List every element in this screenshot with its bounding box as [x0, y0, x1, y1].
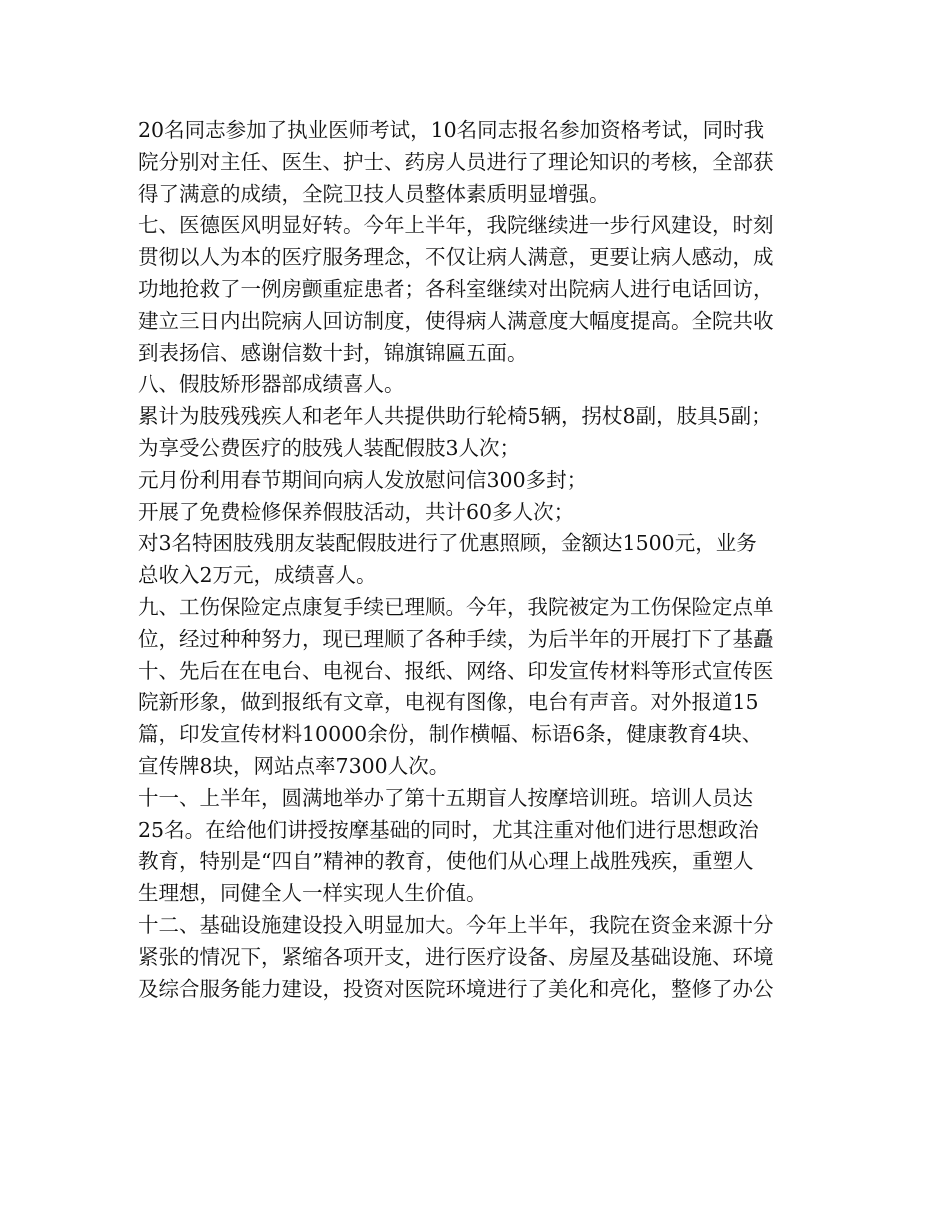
- text-line: 位，经过种种努力，现已理顺了各种手续，为后半年的开展打下了基矗: [138, 626, 774, 651]
- text-line: 20名同志参加了执业医师考试，10名同志报名参加资格考试，同时我: [138, 118, 765, 142]
- section-11-heading-line: 十一、上半年，圆满地举办了第十五期盲人按摩培训班。培训人员达: [138, 785, 753, 810]
- text-line: 元月份利用春节期间向病人发放慰问信300多封；: [138, 467, 588, 492]
- text-line: 功地抢救了一例房颤重症患者；各科室继续对出院病人进行电话回访，: [138, 276, 774, 301]
- text-line: 教育，特别是“四自”精神的教育，使他们从心理上战胜残疾，重塑人: [138, 849, 754, 874]
- text-line: 生理想，同健全人一样实现人生价值。: [138, 881, 487, 906]
- text-line: 宣传牌8块，网站点率7300人次。: [138, 753, 450, 778]
- text-line: 累计为肢残残疾人和老年人共提供助行轮椅5辆，拐杖8副，肢具5副；: [138, 404, 772, 429]
- section-12-heading-line: 十二、基础设施建设投入明显加大。今年上半年，我院在资金来源十分: [138, 912, 774, 937]
- text-line: 贯彻以人为本的医疗服务理念，不仅让病人满意，更要让病人感动，成: [138, 245, 774, 270]
- text-line: 紧张的情况下，紧缩各项开支，进行医疗设备、房屋及基础设施、环境: [138, 944, 774, 969]
- text-line: 对3名特困肢残朋友装配假肢进行了优惠照顾，金额达1500元，业务: [138, 531, 757, 556]
- text-line: 院新形象，做到报纸有文章，电视有图像，电台有声音。对外报道15: [138, 690, 759, 715]
- text-line: 院分别对主任、医生、护士、药房人员进行了理论知识的考核，全部获: [138, 149, 774, 174]
- document-body: [138, 115, 818, 1005]
- text-line: 总收入2万元，成绩喜人。: [138, 563, 377, 588]
- text-line: 25名。在给他们讲授按摩基础的同时，尤其注重对他们进行思想政治: [138, 817, 759, 842]
- section-9-heading-line: 九、工伤保险定点康复手续已理顺。今年，我院被定为工伤保险定点单: [138, 594, 774, 619]
- section-7-heading-line: 七、医德医风明显好转。今年上半年，我院继续进一步行风建设，时刻: [138, 213, 774, 238]
- text-line: 开展了免费检修保养假肢活动，共计60多人次；: [138, 499, 575, 524]
- text-line: 建立三日内出院病人回访制度，使得病人满意度大幅度提高。全院共收: [138, 308, 774, 333]
- section-8-heading-line: 八、假肢矫形器部成绩喜人。: [138, 372, 405, 397]
- section-10-heading-line: 十、先后在在电台、电视台、报纸、网络、印发宣传材料等形式宣传医: [138, 658, 774, 683]
- text-line: 篇，印发宣传材料10000余份，制作横幅、标语6条，健康教育4块、: [138, 722, 763, 747]
- text-line: 及综合服务能力建设，投资对医院环境进行了美化和亮化，整修了办公: [138, 976, 774, 1001]
- text-line: 到表扬信、感谢信数十封，锦旗锦匾五面。: [138, 340, 528, 365]
- text-line: 为享受公费医疗的肢残人装配假肢3人次；: [138, 435, 521, 460]
- text-line: 得了满意的成绩，全院卫技人员整体素质明显增强。: [138, 181, 610, 206]
